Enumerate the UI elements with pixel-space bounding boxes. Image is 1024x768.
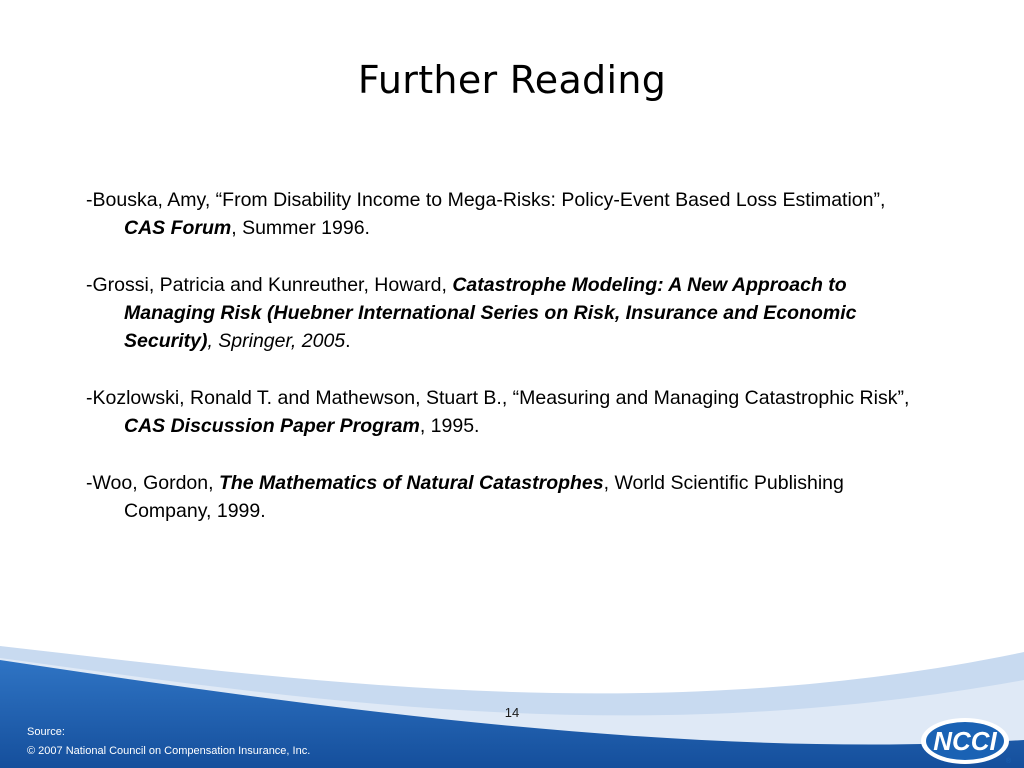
reference-item [86, 186, 916, 242]
reference-publication: Catastrophe Modeling: A New Approach to Managing Risk (Huebner International Series on Risk, Insurance and Economic Security) [124, 273, 857, 352]
reference-details: , 1995. [419, 414, 480, 437]
reference-publication: CAS Discussion Paper Program [124, 414, 420, 437]
reference-publication: The Mathematics of Natural Catastrophes [218, 471, 604, 494]
reference-text: -Kozlowski, Ronald T. and Mathewson, Stuart B., “Measuring and Managing Catastrophic Risk”, [86, 386, 910, 409]
reference-details: , Summer 1996. [231, 216, 370, 239]
reference-publication: CAS Forum [124, 216, 232, 239]
reference-item [86, 271, 916, 355]
ncci-logo [919, 713, 1015, 767]
reference-text: -Woo, Gordon, [86, 471, 219, 494]
reference-item [86, 384, 916, 440]
page-number: 14 [504, 705, 520, 720]
reference-details: , World Scientific Publishing Company, 1999. [124, 471, 844, 522]
reference-publisher: , Springer, 2005 [207, 329, 346, 352]
reference-details: . [345, 329, 351, 352]
reference-list [86, 166, 916, 554]
copyright-notice: © 2007 National Council on Compensation Insurance, Inc. [27, 745, 311, 757]
slide-title: Further Reading [357, 58, 667, 102]
logo-text: NCCI [933, 726, 997, 756]
reference-item [86, 469, 916, 525]
reference-text: -Grossi, Patricia and Kunreuther, Howard, [86, 273, 453, 296]
logo-registered-mark: ® [1005, 758, 1011, 765]
source-label: Source: [27, 726, 65, 738]
reference-text: -Bouska, Amy, “From Disability Income to Mega-Risks: Policy-Event Based Loss Estimation”, [86, 188, 886, 211]
